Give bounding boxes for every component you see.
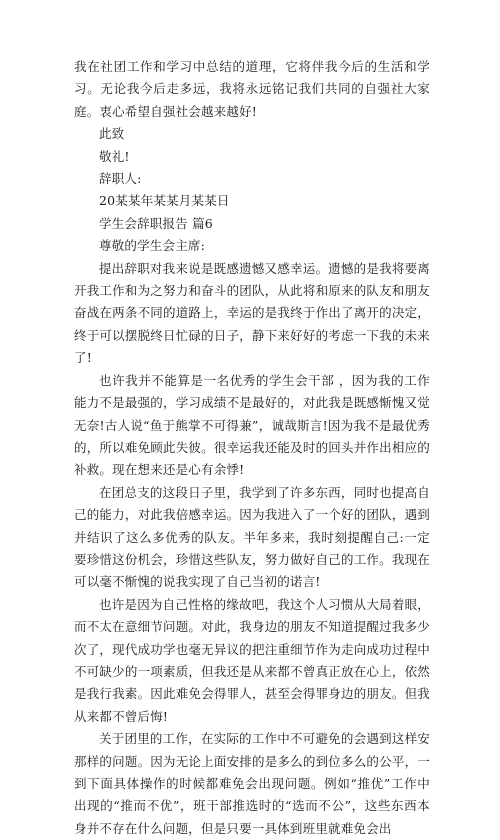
section-title: 学生会辞职报告 篇6 bbox=[99, 215, 213, 231]
paragraph-league-work: 关于团里的工作，在实际的工作中不可避免的会遇到这样安那样的问题。因为无论上面安排的是多么的到位多么的公平，一到下面具体操作的时候都难免会出现问题。例如“推优”工作中出现的“推而不优”，班干部推选时的“选而不公”，这些东西本身并不存在什么问题，但是只要一具体到班里就难免会出 bbox=[74, 731, 430, 836]
resigner-label: 辞职人: bbox=[99, 171, 142, 187]
paragraph-closing-remarks: 我在社团工作和学习中总结的道理，它将伴我今后的生活和学习。无论我今后走多远，我将永远铭记我们共同的自强社大家庭。衷心希望自强社会越来越好! bbox=[74, 59, 430, 119]
salutation-jingli: 敬礼! bbox=[99, 148, 130, 164]
paragraph-personality: 也许是因为自己性格的缘故吧，我这个人习惯从大局着眼，而不太在意细节问题。对此，我身边的朋友不知道提醒过我多少次了，现代成功学也毫无异议的把注重细节作为走向成功过程中不可缺少的一项素质，但我还是从来都不曾真正放在心上，依然是我行我素。因此难免会得罪人，甚至会得罪身边的朋友。但我从来都不曾后悔! bbox=[74, 596, 430, 724]
date-line: 20某某年某某月某某日 bbox=[99, 193, 230, 209]
document-page bbox=[74, 56, 430, 840]
paragraph-league-days: 在团总支的这段日子里，我学到了许多东西，同时也提高自己的能力，对此我倍感幸运。因为我进入了一个好的团队，遇到并结识了这么多优秀的队友。半年多来，我时刻提醒自己:一定要珍惜这份机会，珍惜这些队友，努力做好自己的工作。我现在可以毫不惭愧的说我实现了自己当初的诺言! bbox=[74, 484, 430, 590]
salutation-cizhi: 此致 bbox=[99, 126, 125, 142]
paragraph-regret-fortune: 提出辞职对我来说是既感遗憾又感幸运。遗憾的是我将要离开我工作和为之努力和奋斗的团队，从此将和原来的队友和朋友奋战在两条不同的道路上，幸运的是我终于作出了离开的决定，终于可以摆脱终日忙碌的日子，静下来好好的考虑一下我的未来了! bbox=[74, 260, 430, 366]
letter-greeting: 尊敬的学生会主席: bbox=[99, 238, 206, 254]
paragraph-not-best-cadre: 也许我并不能算是一名优秀的学生会干部 ，因为我的工作能力不是最强的，学习成绩不是最好的，对此我是既感惭愧又觉无奈!古人说“鱼于熊掌不可得兼”，诚哉斯言!因为我不是最优秀的，所以难免顾此失彼。很幸运我还能及时的回头并作出相应的补救。现在想来还是心有余悸! bbox=[74, 372, 430, 478]
